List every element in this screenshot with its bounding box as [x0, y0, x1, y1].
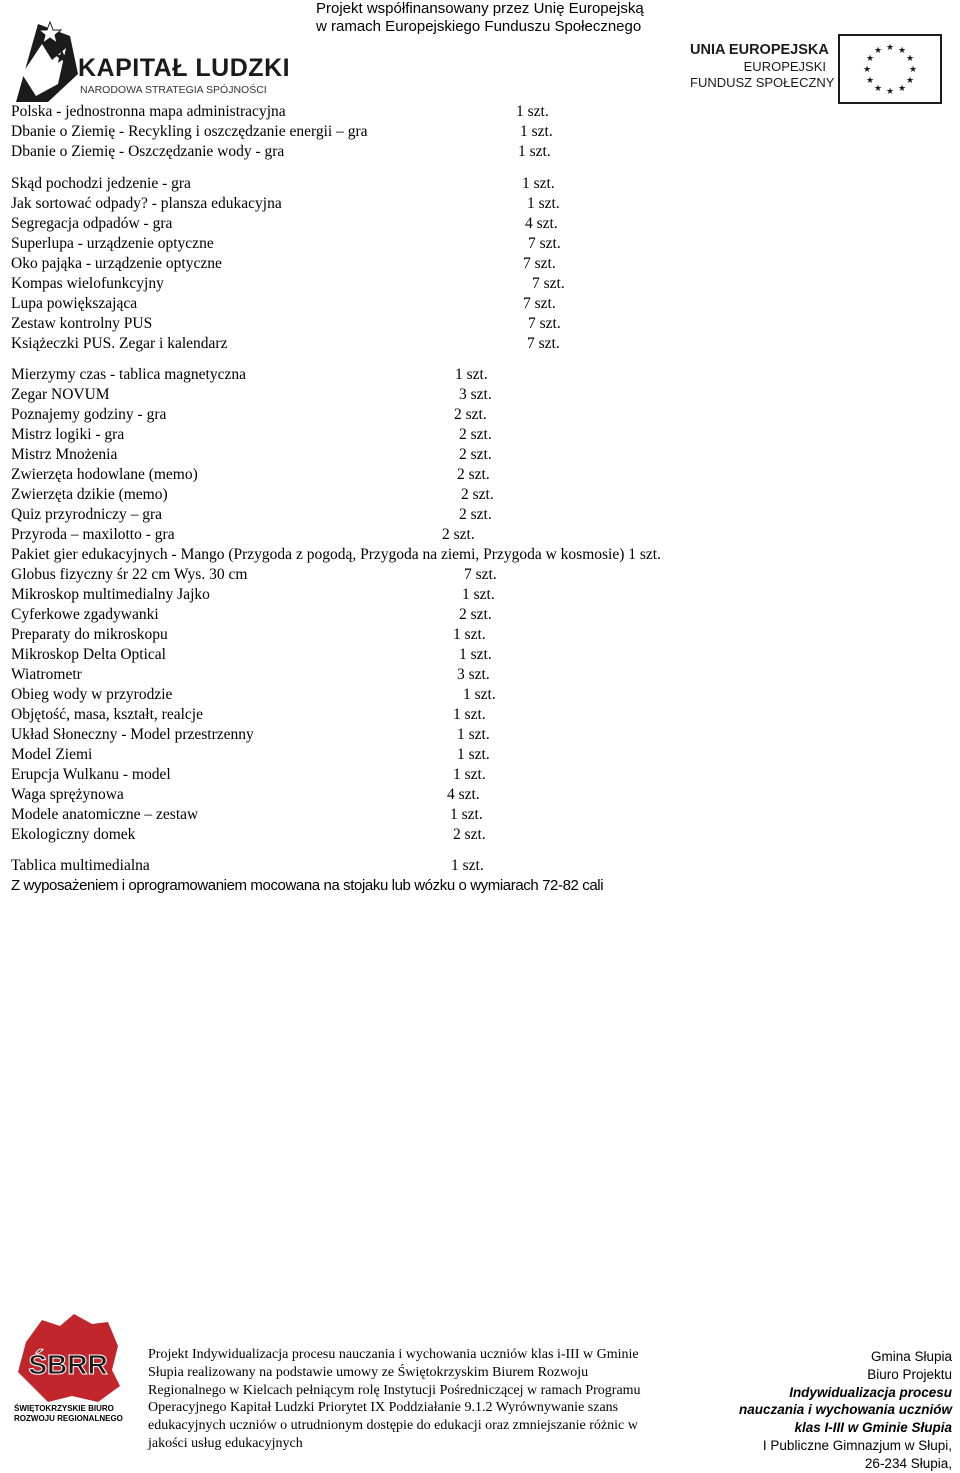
item-quantity: 7 szt.: [527, 335, 560, 352]
item-name: Mierzymy czas - tablica magnetyczna: [11, 366, 246, 383]
svg-text:★: ★: [865, 54, 875, 64]
item-quantity: 4 szt.: [525, 215, 558, 232]
item-name: Erupcja Wulkanu - model: [11, 766, 171, 783]
cofinance-line-2: w ramach Europejskiego Funduszu Społecznego: [316, 18, 642, 35]
item-name: Pakiet gier edukacyjnych - Mango (Przygoda z pogodą, Przygoda na ziemi, Przygoda w kosmosie) 1 szt.: [11, 546, 661, 563]
address-line: 26-234 Słupia,: [864, 1455, 952, 1471]
project-description: [148, 1346, 708, 1453]
item-name: Obieg wody w przyrodzie: [11, 686, 173, 703]
sbrr-logo: [12, 1312, 124, 1424]
item-quantity: 3 szt.: [459, 386, 492, 403]
svg-text:★: ★: [873, 84, 883, 94]
item-name: Mikroskop Delta Optical: [11, 646, 166, 663]
item-name: Poznajemy godziny - gra: [11, 406, 167, 423]
item-quantity: 2 szt.: [459, 426, 492, 443]
item-quantity: 1 szt.: [450, 806, 483, 823]
item-name: Mikroskop multimedialny Jajko: [11, 586, 210, 603]
item-name: Lupa powiększająca: [11, 295, 138, 312]
kapital-ludzki-emblem-icon: [8, 14, 80, 106]
item-quantity: 1 szt.: [455, 366, 488, 383]
sbrr-name-line-1: ŚWIĘTOKRZYSKIE BIURO: [14, 1404, 114, 1413]
kapital-ludzki-logo: [8, 14, 291, 106]
item-quantity: 7 szt.: [523, 255, 556, 272]
item-quantity: 1 szt.: [518, 143, 551, 160]
item-name: Ekologiczny domek: [11, 826, 136, 843]
project-description-line: Projekt Indywidualizacja procesu nauczania i wychowania uczniów klas i-III w Gminie: [148, 1347, 639, 1362]
item-quantity: 1 szt.: [520, 123, 553, 140]
item-name: Model Ziemi: [11, 746, 93, 763]
item-name: Waga sprężynowa: [11, 786, 124, 803]
address-line: nauczania i wychowania uczniów: [738, 1402, 952, 1418]
item-quantity: 1 szt.: [453, 626, 486, 643]
project-description-line: jakości usług edukacyjnych: [148, 1435, 303, 1451]
item-quantity: 1 szt.: [527, 195, 560, 212]
svg-text:★: ★: [897, 46, 907, 56]
item-quantity: 2 szt.: [453, 826, 486, 843]
item-name: Wiatrometr: [11, 666, 82, 683]
item-name: Z wyposażeniem i oprogramowaniem mocowana na stojaku lub wózku o wymiarach 72-82 cali: [11, 877, 604, 894]
sbrr-logo-text: ŚBRR: [28, 1349, 108, 1380]
kapital-ludzki-subtitle: NARODOWA STRATEGIA SPÓJNOŚCI: [80, 84, 267, 96]
project-description-line: edukacyjnych uczniów o utrudnionym dostępie do edukacji oraz zmniejszanie różnic w: [148, 1418, 638, 1434]
eu-subtitle-2: FUNDUSZ SPOŁECZNY: [690, 75, 835, 90]
svg-text:★: ★: [885, 43, 895, 53]
item-quantity: 1 szt.: [453, 766, 486, 783]
item-quantity: 2 szt.: [461, 486, 494, 503]
item-quantity: 1 szt.: [463, 686, 496, 703]
item-name: Cyferkowe zgadywanki: [11, 606, 159, 623]
eu-flag-icon: [838, 34, 942, 104]
svg-text:★: ★: [905, 54, 915, 64]
item-name: Książeczki PUS. Zegar i kalendarz: [11, 335, 228, 352]
eu-subtitle-1: EUROPEJSKI: [743, 59, 826, 74]
item-name: Zestaw kontrolny PUS: [11, 315, 153, 332]
item-name: Globus fizyczny śr 22 cm Wys. 30 cm: [11, 566, 248, 583]
item-quantity: 1 szt.: [459, 646, 492, 663]
item-quantity: 7 szt.: [532, 275, 565, 292]
svg-text:★: ★: [865, 76, 875, 86]
item-name: Zwierzęta hodowlane (memo): [11, 466, 198, 483]
item-name: Zegar NOVUM: [11, 386, 110, 403]
svg-text:★: ★: [908, 65, 918, 75]
sbrr-name-line-2: ROZWOJU REGIONALNEGO: [14, 1414, 123, 1423]
item-quantity: 1 szt.: [453, 706, 486, 723]
item-name: Dbanie o Ziemię - Oszczędzanie wody - gra: [11, 143, 285, 160]
item-quantity: 1 szt.: [451, 857, 484, 874]
item-quantity: 4 szt.: [447, 786, 480, 803]
address-line: Gmina Słupia: [870, 1349, 952, 1364]
item-quantity: 7 szt.: [464, 566, 497, 583]
svg-text:★: ★: [905, 76, 915, 86]
item-quantity: 1 szt.: [462, 586, 495, 603]
item-quantity: 3 szt.: [457, 666, 490, 683]
item-name: Przyroda – maxilotto - gra: [11, 526, 175, 543]
address-line: Biuro Projektu: [867, 1366, 952, 1382]
svg-text:★: ★: [897, 84, 907, 94]
item-quantity: 1 szt.: [457, 726, 490, 743]
item-name: Modele anatomiczne – zestaw: [11, 806, 199, 823]
eu-logo-text: [690, 42, 835, 90]
item-quantity: 2 szt.: [442, 526, 475, 543]
project-office-address: [712, 1348, 952, 1473]
item-name: Polska - jednostronna mapa administracyjna: [11, 103, 286, 120]
swietokrzyskie-map-icon: [12, 1312, 124, 1404]
item-quantity: 2 szt.: [454, 406, 487, 423]
svg-text:★: ★: [873, 46, 883, 56]
address-line: klas I-III w Gminie Słupia: [794, 1420, 952, 1436]
item-quantity: 7 szt.: [528, 235, 561, 252]
project-description-line: Słupia realizowany na podstawie umowy ze Świętokrzyskim Biurem Rozwoju: [148, 1364, 589, 1380]
item-quantity: 1 szt.: [522, 175, 555, 192]
item-quantity: 1 szt.: [516, 103, 549, 120]
item-quantity: 2 szt.: [459, 606, 492, 623]
item-quantity: 2 szt.: [457, 466, 490, 483]
item-name: Jak sortować odpady? - plansza edukacyjna: [11, 195, 282, 212]
kapital-ludzki-title: KAPITAŁ LUDZKI: [78, 54, 291, 82]
item-name: Oko pająka - urządzenie optyczne: [11, 255, 222, 272]
item-name: Dbanie o Ziemię - Recykling i oszczędzanie energii – gra: [11, 123, 368, 140]
item-name: Mistrz logiki - gra: [11, 426, 125, 443]
item-name: Objętość, masa, kształt, realcje: [11, 706, 203, 723]
item-name: Mistrz Mnożenia: [11, 446, 118, 463]
project-description-line: Regionalnego w Kielcach pełniącym rolę Instytucji Pośredniczącej w ramach Programu: [148, 1382, 641, 1398]
item-name: Zwierzęta dzikie (memo): [11, 486, 168, 503]
item-name: Quiz przyrodniczy – gra: [11, 506, 163, 523]
address-line: Indywidualizacja procesu: [789, 1384, 952, 1400]
item-name: Kompas wielofunkcyjny: [11, 275, 164, 292]
item-name: Tablica multimedialna: [11, 857, 150, 874]
item-name: Skąd pochodzi jedzenie - gra: [11, 175, 191, 192]
svg-text:★: ★: [885, 87, 895, 97]
svg-text:★: ★: [862, 65, 872, 75]
item-name: Segregacja odpadów - gra: [11, 215, 173, 232]
item-quantity: 1 szt.: [457, 746, 490, 763]
project-description-line: Operacyjnego Kapitał Ludzki Priorytet IX Poddziałanie 9.1.2 Wyrównywanie szans: [148, 1400, 619, 1416]
item-name: Preparaty do mikroskopu: [11, 626, 168, 643]
item-quantity: 7 szt.: [528, 315, 561, 332]
cofinance-line-1: Projekt współfinansowany przez Unię Europejską: [316, 0, 644, 17]
eu-title: UNIA EUROPEJSKA: [690, 42, 829, 58]
item-name: Układ Słoneczny - Model przestrzenny: [11, 726, 254, 743]
item-quantity: 2 szt.: [459, 506, 492, 523]
item-quantity: 7 szt.: [523, 295, 556, 312]
item-name: Superlupa - urządzenie optyczne: [11, 235, 214, 252]
address-line: I Publiczne Gimnazjum w Słupi,: [762, 1437, 952, 1453]
item-quantity: 2 szt.: [459, 446, 492, 463]
